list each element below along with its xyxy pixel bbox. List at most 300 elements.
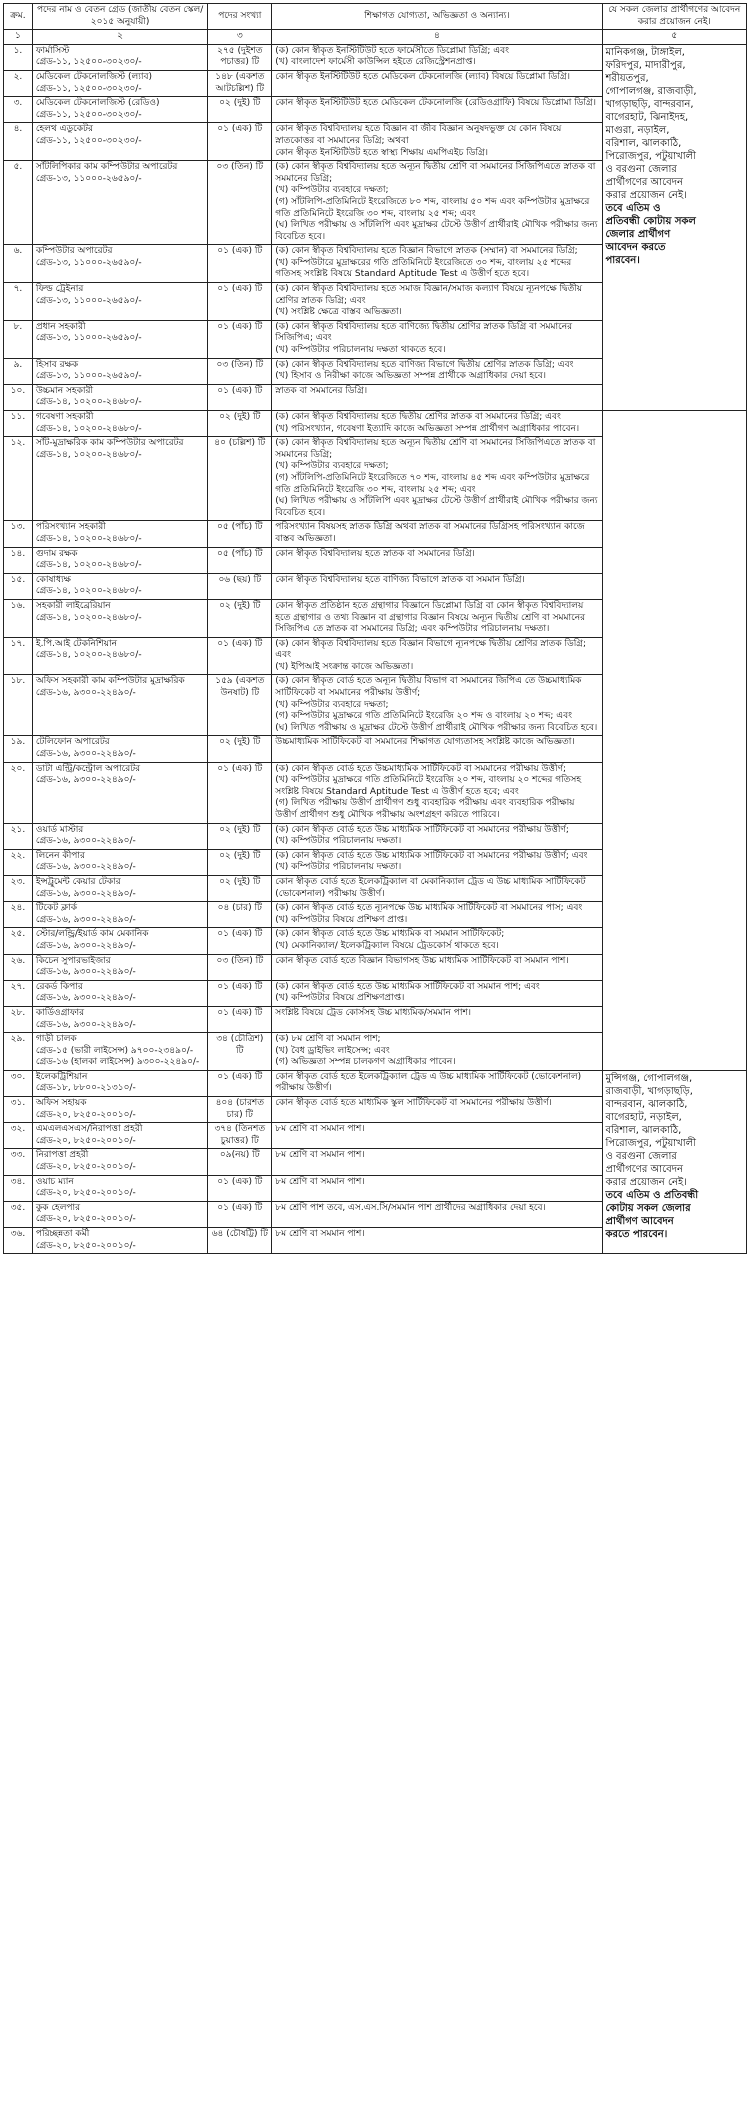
district-line: রাজবাড়ী, খাগড়াছড়ি, <box>605 1085 693 1097</box>
row-post <box>32 1175 207 1201</box>
post-count: ০১ (এক) টি <box>208 245 272 283</box>
row-serial: ২. <box>4 70 33 96</box>
post-name: মেডিকেল টেকনোলজিস্ট (রেডিও) <box>35 98 160 109</box>
row-qualification <box>272 1175 602 1201</box>
qualification-line: (খ) কম্পিউটার পরিচালনায় দক্ষতা। <box>275 836 402 847</box>
qualification-line: (খ) কম্পিউটার বিষয়ে প্রশিক্ষণ প্রাপ্ত। <box>275 914 408 925</box>
post-count: ৬৪ (চৌষট্টি) টি <box>208 1228 272 1254</box>
row-post <box>32 384 207 410</box>
district-exception-line: তবে এতিম ও <box>605 202 661 214</box>
post-name: সাঁটলিপিকার কাম কম্পিউটার অপারেটর <box>35 162 178 173</box>
row-qualification <box>272 283 602 321</box>
post-name: ই.পি.আই টেকনিশিয়ান <box>35 638 117 649</box>
row-post <box>32 161 207 245</box>
row-serial: ৮. <box>4 320 33 358</box>
qualification-line: (ক) কোন স্বীকৃত বিশ্ববিদ্যালয় হতে অন্যূন দ্বিতীয় শ্রেণি বা সমমানের সিজিপিএতে স্নাতক বা সমমানের ডিগ্রি; <box>275 438 596 460</box>
qualification-line: কোন স্বীকৃত বিশ্ববিদ্যালয় হতে বাণিজ্য বিভাগে স্নাতক বা সমমান ডিগ্রি। <box>275 574 525 585</box>
district-line: বাগেরহাট, নড়াইল, <box>605 1111 682 1123</box>
row-post <box>32 1123 207 1149</box>
qualification-line: (খ) পরিসংখ্যান, গবেষণা ইত্যাদি কাজে অভিজ্ঞতা সম্পন্ন প্রার্থীগণ অগ্রাধিকার পাবেন। <box>275 423 580 434</box>
post-name: ফার্মাসিস্ট <box>35 45 70 56</box>
post-count: ০১ (এক) টি <box>208 1201 272 1227</box>
row-serial: ২৩. <box>4 875 33 901</box>
row-serial: ২৯. <box>4 1033 33 1071</box>
row-serial: ২৮. <box>4 1006 33 1032</box>
row-qualification <box>272 547 602 573</box>
post-count: ০৩ (তিন) টি <box>208 161 272 245</box>
row-post <box>32 1097 207 1123</box>
post-grade: গ্রেড-১৬, ৯৩০০-২২৪৯০/- <box>35 1019 136 1030</box>
post-name: নিরাপত্তা প্রহরী <box>35 1150 89 1161</box>
row-serial: ২৪. <box>4 902 33 928</box>
post-count: ০২ (দুই) টি <box>208 736 272 762</box>
row-post <box>32 736 207 762</box>
post-name: সহকারী লাইব্রেরিয়ান <box>35 600 111 611</box>
row-qualification <box>272 320 602 358</box>
post-grade: গ্রেড-১৬, ৯৩০০-২২৪৯০/- <box>35 836 136 847</box>
row-post <box>32 573 207 599</box>
qualification-line: (ক) ৮ম শ্রেণি বা সমমান পাশ; <box>275 1034 381 1045</box>
table-body <box>4 44 747 1253</box>
qualification-line: কোন স্বীকৃত প্রতিষ্ঠান হতে গ্রন্থাগার বিজ্ঞানে ডিপ্লোমা ডিগ্রি বা কোন স্বীকৃত বিশ্ববিদ্যালয় হতে গ্রন্থাগার ও তথ্য বিজ্ঞান বা গ্রন্থাগার বিজ্ঞান বিষয়ে অন্যূন দ্বিতীয় শ্রেণি বা সমমানের সিজিপিএ তে স্নাতক বা সমমানের ডিগ্রি; এবং কম্পিউটার পরিচালনায় দক্ষতা। <box>275 600 586 635</box>
post-grade: গ্রেড-১৪, ১০২০০-২৪৬৮০/- <box>35 533 142 544</box>
post-name: সাঁট-মুদ্রাক্ষরিক কাম কম্পিউটার অপারেটর <box>35 438 184 449</box>
post-name: ওয়ার্ড মাস্টার <box>35 824 84 835</box>
table-row <box>4 411 747 437</box>
post-count: ০১ (এক) টি <box>208 762 272 823</box>
qualification-line: ৮ম শ্রেণি বা সমমান পাশ। <box>275 1176 365 1187</box>
row-qualification <box>272 736 602 762</box>
row-post <box>32 599 207 637</box>
post-grade: গ্রেড-২০, ৮২৫০-২০০১০/- <box>35 1240 136 1251</box>
district-line: শরীয়তপুর, <box>605 72 649 84</box>
row-serial: ২৭. <box>4 980 33 1006</box>
post-count: ০৪ (চার) টি <box>208 902 272 928</box>
row-qualification <box>272 70 602 96</box>
post-name: কোষাধ্যক্ষ <box>35 574 71 585</box>
row-serial: ১১. <box>4 411 33 437</box>
row-serial: ৩১. <box>4 1097 33 1123</box>
district-exception-line: আবেদন করতে <box>605 241 666 253</box>
post-count: ০৬ (ছয়) টি <box>208 573 272 599</box>
job-posts-table <box>3 3 747 1254</box>
row-qualification <box>272 1201 602 1227</box>
post-grade: গ্রেড-২০, ৮২৫০-২০০১০/- <box>35 1135 136 1146</box>
post-name: ওয়াচ ম্যান <box>35 1176 74 1187</box>
district-line: পিরোজপুর, পটুয়াখালী <box>605 1137 696 1149</box>
district-line: প্রার্থীগণের আবেদন <box>605 176 683 188</box>
post-count: ১৫৯ (একশত উনষাট) টি <box>208 675 272 736</box>
post-name: হিসাব রক্ষক <box>35 359 79 370</box>
district-line: বাগেরহাট, ঝিনাইদহ, <box>605 111 689 123</box>
post-grade: গ্রেড-১৪, ১০২০০-২৪৬৮০/- <box>35 560 142 571</box>
qualification-line: (ক) কোন স্বীকৃত বোর্ড হতে উচ্চ মাধ্যমিক সার্টিফিকেট বা সমমানের পরীক্ষায় উত্তীর্ণ; এবং <box>275 850 588 861</box>
qualification-line: কোন স্বীকৃত ইনস্টিটিউট হতে স্বাস্থ্য শিক্ষায় এমপিএইচ ডিগ্রি। <box>275 147 489 158</box>
post-name: উচ্চমান সহকারী <box>35 385 94 396</box>
qualification-line: (ক) কোন স্বীকৃত বিশ্ববিদ্যালয় হতে বিজ্ঞান বিভাগে ন্যূনপক্ষে দ্বিতীয় শ্রেণির স্নাতক ডিগ্রি; এবং <box>275 638 587 661</box>
row-qualification <box>272 358 602 384</box>
qualification-line: (ঘ) লিখিত পরীক্ষায় ও সাঁটলিপি এবং মুদ্রাক্ষর টেস্টে উত্তীর্ণ প্রার্থীরাই মৌখিক পরীক্ষার জন্য বিবেচিত হবে। <box>275 220 598 242</box>
row-post <box>32 358 207 384</box>
post-count: ০২ (দুই) টি <box>208 875 272 901</box>
row-serial: ২০. <box>4 762 33 823</box>
col-number: ২ <box>32 30 207 45</box>
row-qualification <box>272 823 602 849</box>
post-grade: গ্রেড-১৬, ৯৩০০-২২৪৯০/- <box>35 993 136 1004</box>
post-count: ০১ (এক) টি <box>208 1006 272 1032</box>
district-exception-line: পারবেন। <box>605 254 640 266</box>
row-post <box>32 980 207 1006</box>
qualification-line: ৮ম শ্রেণি বা সমমান পাশ। <box>275 1124 365 1135</box>
row-qualification <box>272 1149 602 1175</box>
qualification-line: (গ) লিখিত পরীক্ষায় উত্তীর্ণ প্রার্থীগণ শুধু ব্যবহারিক পরীক্ষায় এবং ব্যবহারিক পরীক্ষায় উত্তীর্ণ প্রার্থীগণ শুধু মৌখিক পরীক্ষায় অংশগ্রহণ করিতে পারিবে। <box>275 798 575 820</box>
qualification-line: (ক) কোন স্বীকৃত বোর্ড হতে উচ্চ মাধ্যমিক সার্টিফিকেট বা সমমান পাশ; এবং <box>275 981 540 992</box>
row-qualification <box>272 1123 602 1149</box>
row-serial: ৩০. <box>4 1070 33 1096</box>
qualification-line: (খ) কম্পিউটারে মুদ্রাক্ষরের গতি প্রতিমিনিটে ইংরেজিতে ৩০ শব্দ, বাংলায় ২৫ শব্দের গতিসহ সংশ্লিষ্ট বিষয়ে Standard Aptitude Test এ উত্তীর্ণ হতে হবে। <box>275 257 572 280</box>
row-serial: ৩৫. <box>4 1201 33 1227</box>
row-post <box>32 123 207 161</box>
table-header-row <box>4 4 747 30</box>
row-qualification <box>272 1070 602 1096</box>
post-count: ০১ (এক) টি <box>208 928 272 954</box>
post-grade: গ্রেড-১৫ (ভারী লাইসেন্স) ৯৭০০-২৩৪৯০/- গ্রেড-১৬ (হালকা লাইসেন্স) ৯৩০০-২২৪৯০/- <box>35 1045 200 1068</box>
post-name: টিকেট ক্লার্ক <box>35 903 77 914</box>
row-serial: ১৬. <box>4 599 33 637</box>
row-qualification <box>272 980 602 1006</box>
header-sl: ক্রম. <box>4 4 33 30</box>
row-serial: ১৪. <box>4 547 33 573</box>
row-post <box>32 44 207 70</box>
row-qualification <box>272 245 602 283</box>
district-exception-line: প্রতিবন্ধী কোটায় সকল <box>605 215 696 227</box>
post-name: পরিচ্ছন্নতা কর্মী <box>35 1229 90 1239</box>
post-name: গাড়ী চালক <box>35 1034 77 1045</box>
row-qualification <box>272 849 602 875</box>
post-grade: গ্রেড-১৬, ৯৩০০-২২৪৯০/- <box>35 888 136 899</box>
post-grade: গ্রেড-১৩, ১১০০০-২৬৫৯০/- <box>35 257 142 268</box>
row-post <box>32 1201 207 1227</box>
row-serial: ৬. <box>4 245 33 283</box>
row-post <box>32 875 207 901</box>
post-count: ০১ (এক) টি <box>208 637 272 675</box>
post-count: ৪০৪ (চারশত চার) টি <box>208 1097 272 1123</box>
row-serial: ৩. <box>4 97 33 123</box>
row-post <box>32 1006 207 1032</box>
row-post <box>32 762 207 823</box>
post-name: মেডিকেল টেকনোলজিস্ট (ল্যাব) <box>35 71 152 82</box>
post-count: ০২ (দুই) টি <box>208 599 272 637</box>
qualification-line: (খ) কম্পিউটার মুদ্রাক্ষরে গতি প্রতিমিনিটে ইংরেজি ২০ শব্দ, বাংলায় ২০ শব্দের গতিসহ সংশ্লিষ্ট বিষয়ে Standard Aptitude Test এ উত্তীর্ণ হতে হবে; এবং <box>275 775 582 797</box>
post-name: কম্পিউটার অপারেটর <box>35 246 113 257</box>
post-name: অফিস সহায়ক <box>35 1098 87 1109</box>
row-qualification <box>272 161 602 245</box>
table-row <box>4 44 747 70</box>
row-post <box>32 675 207 736</box>
post-count: ৩৭৪ (তিনশত চুয়াত্তর) টি <box>208 1123 272 1149</box>
qualification-line: (ক) কোন স্বীকৃত বোর্ড হতে উচ্চমাধ্যমিক সার্টিফিকেট বা সমমানের পরীক্ষায় উত্তীর্ণ; <box>275 763 567 774</box>
post-grade: গ্রেড-২০, ৮২৫০-২০০১০/- <box>35 1214 136 1225</box>
qualification-line: (খ) হিসাব ও নিরীক্ষা কাজে অভিজ্ঞতা সম্পন্ন প্রার্থীকে অগ্রাধিকার দেয়া হবে। <box>275 371 546 382</box>
district-line: মাগুরা, নড়াইল, <box>605 124 670 136</box>
row-qualification <box>272 1097 602 1123</box>
row-qualification <box>272 44 602 70</box>
post-name: গবেষণা সহকারী <box>35 412 94 422</box>
row-post <box>32 245 207 283</box>
qualification-line: (গ) কম্পিউটার মুদ্রাক্ষরে গতি প্রতিমিনিটে ইংরেজি ২০ শব্দ ও বাংলায় ২০ শব্দ; এবং <box>275 711 573 722</box>
row-post <box>32 1149 207 1175</box>
qualification-line: সংশ্লিষ্ট বিষয়ে ট্রেড কোর্সসহ উচ্চ মাধ্যমিক/সমমান পাশ। <box>275 1007 471 1018</box>
qualification-line: কোন স্বীকৃত বোর্ড হতে মাধ্যমিক স্কুল সার্টিফিকেট বা সমমানের পরীক্ষায় উত্তীর্ণ। <box>275 1098 552 1109</box>
post-grade: গ্রেড-১৬, ৯৩০০-২২৪৯০/- <box>35 775 136 786</box>
row-qualification <box>272 1228 602 1254</box>
post-count: ০২ (দুই) টি <box>208 849 272 875</box>
post-grade: গ্রেড-১১, ১২৫০০-৩০২৩০/- <box>35 83 142 94</box>
post-count: ০৫ (পাঁচ) টি <box>208 547 272 573</box>
qualification-line: (খ) ইপিআই সংক্রান্ত কাজে অভিজ্ঞতা। <box>275 661 414 672</box>
row-post <box>32 320 207 358</box>
qualification-line: (খ) কম্পিউটার পরিচালনায় দক্ষতা থাকতে হবে। <box>275 345 446 356</box>
col-number: ৩ <box>208 30 272 45</box>
post-grade: গ্রেড-১৪, ১০২০০-২৪৬৮০/- <box>35 397 142 408</box>
qualification-line: (ক) কোন স্বীকৃত বোর্ড হতে উচ্চ মাধ্যমিক বা সমমান সার্টিফিকেট; <box>275 929 505 940</box>
header-count: পদের সংখ্যা <box>208 4 272 30</box>
post-name: গুদাম রক্ষক <box>35 548 78 559</box>
row-qualification <box>272 437 602 521</box>
district-note <box>602 44 747 410</box>
row-qualification <box>272 123 602 161</box>
post-name: কিচেন সুপারভাইজার <box>35 955 111 966</box>
district-note <box>602 411 747 1071</box>
post-count: ০১ (এক) টি <box>208 980 272 1006</box>
qualification-line: (খ) কম্পিউটার ব্যবহারে দক্ষতা; <box>275 461 389 472</box>
row-serial: ১৩. <box>4 521 33 547</box>
qualification-line: স্নাতক বা সমমানের ডিগ্রি। <box>275 385 368 396</box>
post-count: ০৯(নয়) টি <box>208 1149 272 1175</box>
post-name: কুক হেলপার <box>35 1202 81 1213</box>
row-qualification <box>272 1006 602 1032</box>
district-line: প্রার্থীগণের আবেদন <box>605 1163 683 1175</box>
row-serial: ১৯. <box>4 736 33 762</box>
row-qualification <box>272 599 602 637</box>
qualification-line: উচ্চমাধ্যমিক সার্টিফিকেট বা সমমানের শিক্ষাগত যোগ্যতাসহ সংশ্লিষ্ট কাজে অভিজ্ঞতা। <box>275 737 575 748</box>
qualification-line: (খ) কম্পিউটার ব্যবহারে দক্ষতা; <box>275 699 389 710</box>
post-count: ২৭৫ (দুইশত পচাত্তর) টি <box>208 44 272 70</box>
row-post <box>32 1033 207 1071</box>
row-serial: ৪. <box>4 123 33 161</box>
qualification-line: কোন স্বীকৃত ইনস্টিটিউট হতে মেডিকেল টেকনোলজি (রেডিওগ্রাফি) বিষয়ে ডিপ্লোমা ডিগ্রি। <box>275 98 596 109</box>
row-qualification <box>272 97 602 123</box>
row-post <box>32 637 207 675</box>
row-post <box>32 1070 207 1096</box>
row-qualification <box>272 384 602 410</box>
row-post <box>32 411 207 437</box>
row-post <box>32 521 207 547</box>
district-line: বান্দরবান, ঝালকাঠি, <box>605 1098 688 1110</box>
post-name: ইলেকট্রিশিয়ান <box>35 1071 88 1082</box>
row-qualification <box>272 637 602 675</box>
row-serial: ৫. <box>4 161 33 245</box>
row-qualification <box>272 411 602 437</box>
post-count: ০১ (এক) টি <box>208 320 272 358</box>
row-qualification <box>272 928 602 954</box>
row-serial: ২৬. <box>4 954 33 980</box>
qualification-line: (ক) কোন স্বীকৃত বিশ্ববিদ্যালয় হতে অন্যূন দ্বিতীয় শ্রেণি বা সমমানের সিজিপিএতে স্নাতক বা সমমানের ডিগ্রি; <box>275 162 596 184</box>
row-qualification <box>272 675 602 736</box>
post-count: ০৩ (তিন) টি <box>208 358 272 384</box>
row-serial: ১২. <box>4 437 33 521</box>
qualification-line: (ক) কোন স্বীকৃত বোর্ড হতে অন্যূন দ্বিতীয় বিভাগ বা সমমানের জিপিএ তে উচ্চমাধ্যমিক সার্টিফিকেট বা সমমানের পরীক্ষায় উত্তীর্ণ; <box>275 676 582 699</box>
header-qualification: শিক্ষাগত যোগ্যতা, অভিজ্ঞতা ও অন্যান্য। <box>272 4 602 30</box>
row-serial: ২১. <box>4 823 33 849</box>
post-count: ০২ (দুই) টি <box>208 97 272 123</box>
qualification-line: কোন স্বীকৃত বোর্ড হতে ইলেকট্রিক্যাল ট্রেড এ উচ্চ মাধ্যমিক সার্টিফিকেট (ভোকেশনাল) পরীক্ষায় উত্তীর্ণ। <box>275 1071 582 1094</box>
post-name: ডাটা এন্ট্রি/কন্ট্রোল অপারেটর <box>35 763 141 774</box>
qualification-line: (ক) কোন স্বীকৃত বোর্ড হতে উচ্চ মাধ্যমিক সার্টিফিকেট বা সমমানের পরীক্ষায় উত্তীর্ণ; <box>275 824 569 835</box>
post-grade: গ্রেড-১১, ১২৫০০-৩০২৩০/- <box>35 135 142 146</box>
qualification-line: (খ) কম্পিউটার পরিচালনায় দক্ষতা। <box>275 862 402 873</box>
header-post: পদের নাম ও বেতন গ্রেড (জাতীয় বেতন স্কেল/২০১৫ অনুযায়ী) <box>32 4 207 30</box>
qualification-line: (ঘ) লিখিত পরীক্ষায় ও মুদ্রাক্ষর টেস্টে উত্তীর্ণ প্রার্থীরাই মৌখিক পরীক্ষার জন্য বিবেচিত হবে। <box>275 722 598 733</box>
col-number: ৫ <box>602 30 747 45</box>
post-name: ইন্সট্রুমেন্ট কেয়ার টেকার <box>35 876 121 887</box>
post-grade: গ্রেড-১৬, ৯৩০০-২২৪৯০/- <box>35 914 136 925</box>
row-serial: ২৫. <box>4 928 33 954</box>
row-post <box>32 437 207 521</box>
row-serial: ২২. <box>4 849 33 875</box>
post-name: স্টোর/লন্ড্রি/ইয়ার্ড কাম মেকানিক <box>35 929 149 940</box>
post-grade: গ্রেড-১৪, ১০২০০-২৪৬৮০/- <box>35 650 142 661</box>
header-district: যে সকল জেলার প্রার্থীগণের আবেদন করার প্রয়োজন নেই। <box>602 4 747 30</box>
post-grade: গ্রেড-১৬, ৯৩০০-২২৪৯০/- <box>35 688 136 699</box>
qualification-line: (গ) সাঁটলিপি-প্রতিমিনিটে ইংরেজিতে ৭০ শব্দ, বাংলায় ৪৫ শব্দ এবং কম্পিউটার মুদ্রাক্ষরে গতি প্রতিমিনিটে ইংরেজি ৩০ শব্দ, বাংলায় ২৫ শব্দ; এবং <box>275 472 590 495</box>
post-count: ০১ (এক) টি <box>208 123 272 161</box>
district-line: বরিশাল, ঝালকাঠি, <box>605 137 682 149</box>
qualification-line: (ক) কোন স্বীকৃত ইনস্টিটিউট হতে ফার্মেসীতে ডিপ্লোমা ডিগ্রি; এবং <box>275 45 509 56</box>
col-number: ১ <box>4 30 33 45</box>
qualification-line: ৮ম শ্রেণি বা সমমান পাশ। <box>275 1150 365 1161</box>
district-line: ও বরগুনা জেলার <box>605 1150 677 1162</box>
row-serial: ১৭. <box>4 637 33 675</box>
row-post <box>32 547 207 573</box>
qualification-line: ৮ম শ্রেণি পাশ তবে, এস.এস.সি/সমমান পাশ প্রার্থীদের অগ্রাধিকার দেয়া হবে। <box>275 1202 546 1213</box>
district-line: বরিশাল, ঝালকাঠি, <box>605 1124 682 1136</box>
district-line: পিরোজপুর, পটুয়াখালী <box>605 150 696 162</box>
district-exception-line: জেলার প্রার্থীগণ <box>605 228 671 240</box>
post-count: ০৩ (তিন) টি <box>208 954 272 980</box>
qualification-line: (ক) কোন স্বীকৃত বোর্ড হতে ন্যূনপক্ষে উচ্চ মাধ্যমিক সার্টিফিকেট বা সমমানের পাস; এবং <box>275 903 583 914</box>
post-grade: গ্রেড-১৩, ১১০০০-২৬৫৯০/- <box>35 333 142 344</box>
row-post <box>32 954 207 980</box>
qualification-line: (ক) কোন স্বীকৃত বিশ্ববিদ্যালয় হতে দ্বিতীয় শ্রেণির স্নাতক বা সমমানের ডিগ্রি; এবং <box>275 412 561 422</box>
post-name: অফিস সহকারী কাম কম্পিউটার মুদ্রাক্ষরিক <box>35 676 185 687</box>
row-post <box>32 1228 207 1254</box>
qualification-line: (ক) কোন স্বীকৃত বিশ্ববিদ্যালয় হতে বাণিজ্য বিভাগে দ্বিতীয় শ্রেণির স্নাতক ডিগ্রি; এবং <box>275 359 574 370</box>
post-name: লিনেন কীপার <box>35 850 85 861</box>
post-grade: গ্রেড-১৪, ১০২০০-২৪৬৮০/- <box>35 586 142 597</box>
qualification-line: (খ) কম্পিউটার বিষয়ে প্রশিক্ষণপ্রাপ্ত। <box>275 993 405 1004</box>
row-post <box>32 928 207 954</box>
post-grade: গ্রেড-১৪, ১০২০০-২৪৬৮০/- <box>35 449 142 460</box>
district-line: খাগড়াছড়ি, বান্দরবান, <box>605 98 694 110</box>
post-grade: গ্রেড-১৬, ৯৩০০-২২৪৯০/- <box>35 940 136 951</box>
post-name: টেলিফোন অপারেটর <box>35 737 110 748</box>
post-name: কার্ডিওগ্রাফার <box>35 1007 85 1018</box>
row-post <box>32 902 207 928</box>
row-serial: ১৫. <box>4 573 33 599</box>
qualification-line: (গ) সাঁটলিপি-প্রতিমিনিটে ইংরেজিতে ৮০ শব্দ, বাংলায় ৫০ শব্দ এবং কম্পিউটার মুদ্রাক্ষরে গতি প্রতিমিনিটে ইংরেজি ৩০ শব্দ, বাংলায় ২৫ শব্দ; এবং <box>275 196 590 219</box>
post-grade: গ্রেড-১৬, ৯৩০০-২২৪৯০/- <box>35 749 136 760</box>
qualification-line: (ক) কোন স্বীকৃত বিশ্ববিদ্যালয় হতে বাণিজ্যে দ্বিতীয় শ্রেণির স্নাতক ডিগ্রি বা সমমানের সিজিপিএ; এবং <box>275 321 573 344</box>
qualification-line: (খ) মেকানিক্যাল/ ইলেকট্রিক্যাল বিষয়ে ট্রেডকোর্স থাকতে হবে। <box>275 940 499 951</box>
row-serial: ৩৩. <box>4 1149 33 1175</box>
post-grade: গ্রেড-২০, ৮২৫০-২০০১০/- <box>35 1188 136 1199</box>
post-count: ০২ (দুই) টি <box>208 823 272 849</box>
post-grade: গ্রেড-১৩, ১১০০০-২৬৫৯০/- <box>35 173 142 184</box>
district-line: করার প্রয়োজন নেই। <box>605 189 687 201</box>
qualification-line: (ঘ) লিখিত পরীক্ষায় ও সাঁটলিপি এবং মুদ্রাক্ষর টেস্টে উত্তীর্ণ প্রার্থীরাই মৌখিক পরীক্ষার জন্য বিবেচিত হবে। <box>275 496 598 518</box>
post-count: ১৪৮ (একশত আটচল্লিশ) টি <box>208 70 272 96</box>
district-line: ও বরগুনা জেলার <box>605 163 677 175</box>
row-post <box>32 97 207 123</box>
row-post <box>32 283 207 321</box>
post-grade: গ্রেড-১৪, ১০২০০-২৪৬৮০/- <box>35 423 142 434</box>
district-exception-line: প্রার্থীগণ আবেদন <box>605 1215 674 1227</box>
post-count: ০৫ (পাঁচ) টি <box>208 521 272 547</box>
row-qualification <box>272 954 602 980</box>
row-qualification <box>272 875 602 901</box>
post-count: ০১ (এক) টি <box>208 1070 272 1096</box>
qualification-line: (ক) কোন স্বীকৃত বিশ্ববিদ্যালয় হতে সমাজ বিজ্ঞান/সমাজ কল্যাণ বিষয়ে ন্যূনপক্ষে দ্বিতীয় শ্রেণির স্নাতক ডিগ্রি; এবং <box>275 284 583 306</box>
row-qualification <box>272 762 602 823</box>
qualification-line: পরিসংখ্যান বিষয়সহ স্নাতক ডিগ্রি অথবা স্নাতক বা সমমানের ডিগ্রিসহ পরিসংখ্যান কাজে বাস্তব অভিজ্ঞতা। <box>275 522 585 544</box>
district-line: মুন্সিগঞ্জ, গোপালগঞ্জ, <box>605 1072 693 1084</box>
qualification-line: কোন স্বীকৃত বোর্ড হতে বিজ্ঞান বিভাগসহ উচ্চ মাধ্যমিক সার্টিফিকেট বা সমমান পাশ। <box>275 955 569 966</box>
district-exception-line: করতে পারবেন। <box>605 1228 668 1240</box>
qualification-line: কোন স্বীকৃত বিশ্ববিদ্যালয় হতে স্নাতক বা সমমানের ডিগ্রি। <box>275 548 475 559</box>
row-serial: ৭. <box>4 283 33 321</box>
row-post <box>32 823 207 849</box>
post-name: ফিল্ড ট্রেইনার <box>35 284 84 295</box>
post-count: ৩৪ (চৌত্রিশ) টি <box>208 1033 272 1071</box>
column-number-row <box>4 30 747 45</box>
row-serial: ৩২. <box>4 1123 33 1149</box>
post-grade: গ্রেড-১৬, ৯৩০০-২২৪৯০/- <box>35 862 136 873</box>
post-name: পরিসংখ্যান সহকারী <box>35 522 106 533</box>
post-grade: গ্রেড-১৩, ১১০০০-২৬৫৯০/- <box>35 371 142 382</box>
row-qualification <box>272 902 602 928</box>
post-grade: গ্রেড-১৮, ৮৮০০-২১৩১০/- <box>35 1083 136 1094</box>
post-count: ৪০ (চল্লিশ) টি <box>208 437 272 521</box>
qualification-line: (খ) সংশ্লিষ্ট ক্ষেত্রে বাস্তব অভিজ্ঞতা। <box>275 307 402 318</box>
post-grade: গ্রেড-১৪, ১০২০০-২৪৬৮০/- <box>35 612 142 623</box>
post-name: রেকর্ড কিপার <box>35 981 83 992</box>
district-line: ফরিদপুর, মাদারীপুর, <box>605 59 686 71</box>
row-qualification <box>272 573 602 599</box>
district-exception-line: তবে এতিম ও প্রতিবন্ধী <box>605 1189 699 1201</box>
row-serial: ৯. <box>4 358 33 384</box>
row-qualification <box>272 1033 602 1071</box>
district-line: করার প্রয়োজন নেই। <box>605 1176 687 1188</box>
post-count: ০২ (দুই) টি <box>208 411 272 437</box>
row-serial: ১০. <box>4 384 33 410</box>
row-serial: ৩৪. <box>4 1175 33 1201</box>
qualification-line: ৮ম শ্রেণি বা সমমান পাশ। <box>275 1229 365 1239</box>
post-name: প্রধান সহকারী <box>35 321 86 332</box>
district-line: মানিকগঞ্জ, টাঙ্গাইল, <box>605 46 685 58</box>
post-grade: গ্রেড-১১, ১২৫০০-৩০২৩০/- <box>35 57 142 68</box>
post-grade: গ্রেড-১৬, ৯৩০০-২২৪৯০/- <box>35 967 136 978</box>
